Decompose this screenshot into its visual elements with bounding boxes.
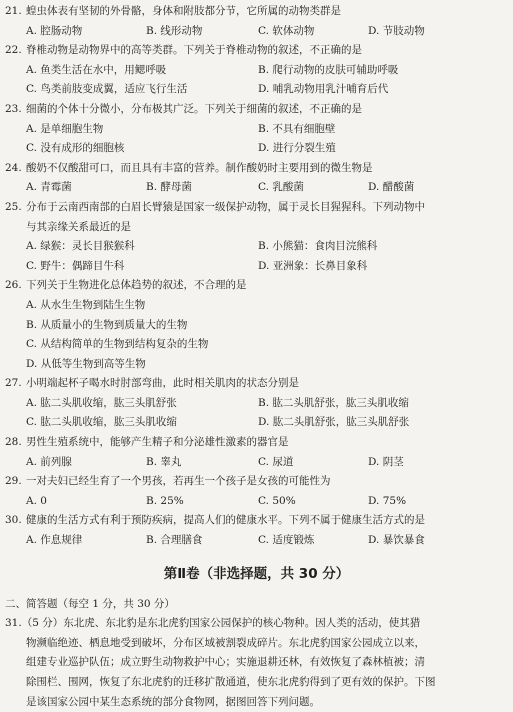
option-b: B. 线形动物 — [146, 24, 203, 37]
question-31-text: 是该国家公园中某生态系统的部分食物网，据图回答下列问题。 — [26, 695, 320, 708]
option-c: C. 野牛：偶蹄目牛科 — [26, 259, 125, 272]
question-26-option-c-row — [0, 335, 513, 355]
option-c: C. 乳酸菌 — [258, 181, 304, 194]
option-b: B. 不具有细胞壁 — [258, 122, 336, 135]
question-number: 28. — [5, 436, 22, 449]
question-stem: 细菌的个体十分微小，分布极其广泛。下列关于细菌的叙述，不正确的是 — [26, 102, 362, 115]
question-number: 23. — [5, 102, 22, 115]
option-d: D. 哺乳动物用乳汁哺育后代 — [258, 83, 389, 96]
option-c: C. 肱二头肌收缩，肱三头肌收缩 — [26, 416, 177, 429]
question-30-stem-line — [0, 511, 513, 531]
question-27-stem-line — [0, 374, 513, 394]
option-c: C. 适度锻炼 — [258, 534, 315, 547]
question-number: 21. — [5, 5, 22, 17]
option-c: C. 从结构简单的生物到结构复杂的生物 — [26, 338, 209, 351]
question-22-options-row2 — [0, 80, 513, 100]
question-28-options — [0, 453, 513, 473]
question-22-options-row1 — [0, 61, 513, 81]
question-31-line-3 — [0, 653, 513, 673]
question-stem-continued: 与其亲缘关系最近的是 — [26, 220, 131, 233]
question-22-stem-line — [0, 41, 513, 61]
option-d: D. 亚洲象：长鼻目象科 — [258, 259, 368, 272]
part2-heading-row — [0, 595, 513, 615]
option-a: A. 肱二头肌收缩，肱三头肌舒张 — [26, 396, 177, 409]
question-28-stem-line — [0, 433, 513, 453]
question-21-stem-line — [0, 2, 513, 22]
option-b: B. 肱二头肌舒张，肱三头肌收缩 — [258, 396, 409, 409]
question-31-line-5 — [0, 693, 513, 712]
option-c: C. 50% — [258, 494, 296, 507]
question-31-line-1 — [0, 614, 513, 634]
option-b: B. 合理膳食 — [146, 534, 203, 547]
question-stem: 蝗虫体表有坚韧的外骨骼，身体和附肢都分节，它所属的动物类群是 — [26, 5, 341, 17]
question-stem: 下列关于生物进化总体趋势的叙述，不合理的是 — [26, 279, 247, 292]
option-a: A. 是单细胞生物 — [26, 122, 104, 135]
option-c: C. 软体动物 — [258, 24, 315, 37]
question-29-options — [0, 492, 513, 512]
option-a: A. 绿猴：灵长目猴猴科 — [26, 240, 135, 253]
question-26-option-d-row — [0, 355, 513, 375]
section-title-row — [0, 551, 513, 595]
option-a: A. 从水生生物到陆生生物 — [26, 298, 146, 311]
option-d: D. 阴茎 — [368, 455, 404, 468]
exam-page — [0, 2, 513, 712]
option-d: D. 暴饮暴食 — [368, 534, 425, 547]
question-31-line-2 — [0, 634, 513, 654]
question-stem: 脊椎动物是动物界中的高等类群。下列关于脊椎动物的叙述，不正确的是 — [26, 44, 362, 57]
question-31-text: 物濒临绝迹、栖息地受到破坏，分布区域被割裂成碎片。东北虎豹国家公园成立以来， — [26, 636, 425, 649]
question-25-stem-line — [0, 198, 513, 218]
question-24-options — [0, 178, 513, 198]
option-d: D. 进行分裂生殖 — [258, 142, 336, 155]
question-31-line-4 — [0, 673, 513, 693]
question-26-option-a-row — [0, 296, 513, 316]
section-title: 第Ⅱ卷（非选择题，共 30 分） — [163, 565, 350, 582]
option-b: B. 爬行动物的皮肤可辅助呼吸 — [258, 63, 399, 76]
question-23-options-row2 — [0, 139, 513, 159]
option-d: D. 醋酸菌 — [368, 181, 415, 194]
question-27-options-row2 — [0, 413, 513, 433]
question-25-stem-continued — [0, 218, 513, 238]
question-27-options-row1 — [0, 394, 513, 414]
option-a: A. 前列腺 — [26, 455, 72, 468]
option-b: B. 从质量小的生物到质量大的生物 — [26, 318, 188, 331]
question-23-options-row1 — [0, 120, 513, 140]
option-c: C. 鸟类前肢变成翼，适应飞行生活 — [26, 83, 188, 96]
question-number: 29. — [5, 475, 22, 488]
option-b: B. 小熊猫：食肉目浣熊科 — [258, 240, 378, 253]
question-31-text: 31.（5 分）东北虎、东北豹是东北虎豹国家公园保护的核心物种。因人类的活动，使其猎 — [5, 617, 421, 630]
option-c: C. 没有成形的细胞核 — [26, 142, 125, 155]
question-stem: 健康的生活方式有利于预防疾病，提高人们的健康水平。下列不属于健康生活方式的是 — [26, 514, 425, 527]
question-number: 30. — [5, 514, 22, 527]
question-26-stem-line — [0, 276, 513, 296]
option-a: A. 腔肠动物 — [26, 24, 83, 37]
option-a: A. 作息规律 — [26, 534, 83, 547]
option-a: A. 鱼类生活在水中，用鳃呼吸 — [26, 63, 167, 76]
option-d: D. 肱二头肌舒张，肱三头肌舒张 — [258, 416, 410, 429]
option-a: A. 青霉菌 — [26, 181, 72, 194]
question-stem: 男性生殖系统中，能够产生精子和分泌雄性激素的器官是 — [26, 436, 289, 449]
question-number: 22. — [5, 44, 22, 57]
question-31-text: 除围栏、围网，恢复了东北虎豹的迁移扩散通道，使东北虎豹得到了更有效的保护。下图 — [26, 676, 436, 688]
option-b: B. 酵母菌 — [146, 181, 192, 194]
question-21-options — [0, 22, 513, 42]
option-a: A. 0 — [26, 494, 47, 507]
question-30-options — [0, 531, 513, 551]
option-b: B. 睾丸 — [146, 455, 182, 468]
question-31-text: 组建专业巡护队伍；成立野生动物救护中心；实施退耕还林，有效恢复了森林植被；清 — [26, 656, 425, 669]
option-d: D. 75% — [368, 494, 407, 507]
option-d: D. 从低等生物到高等生物 — [26, 357, 146, 370]
question-number: 24. — [5, 161, 22, 174]
option-c: C. 尿道 — [258, 455, 294, 468]
question-stem: 一对夫妇已经生育了一个男孩，若再生一个孩子是女孩的可能性为 — [26, 475, 331, 488]
part2-heading: 二、简答题（每空 1 分，共 30 分） — [5, 597, 175, 610]
question-number: 27. — [5, 377, 22, 390]
question-stem: 酸奶不仅酸甜可口，而且具有丰富的营养。制作酸奶时主要用到的微生物是 — [26, 161, 373, 174]
question-23-stem-line — [0, 100, 513, 120]
option-d: D. 节肢动物 — [368, 24, 425, 37]
question-25-options-row2 — [0, 257, 513, 277]
question-26-option-b-row — [0, 316, 513, 336]
question-24-stem-line — [0, 159, 513, 179]
question-25-options-row1 — [0, 237, 513, 257]
option-b: B. 25% — [146, 494, 184, 507]
question-stem: 小明端起杯子喝水时肘部弯曲，此时相关肌肉的状态分别是 — [26, 377, 299, 390]
question-number: 25. — [5, 200, 22, 213]
question-29-stem-line — [0, 472, 513, 492]
question-number: 26. — [5, 279, 22, 292]
question-stem: 分布于云南西南部的白眉长臂猿是国家一级保护动物，属于灵长目猩猩科。下列动物中 — [26, 200, 425, 213]
